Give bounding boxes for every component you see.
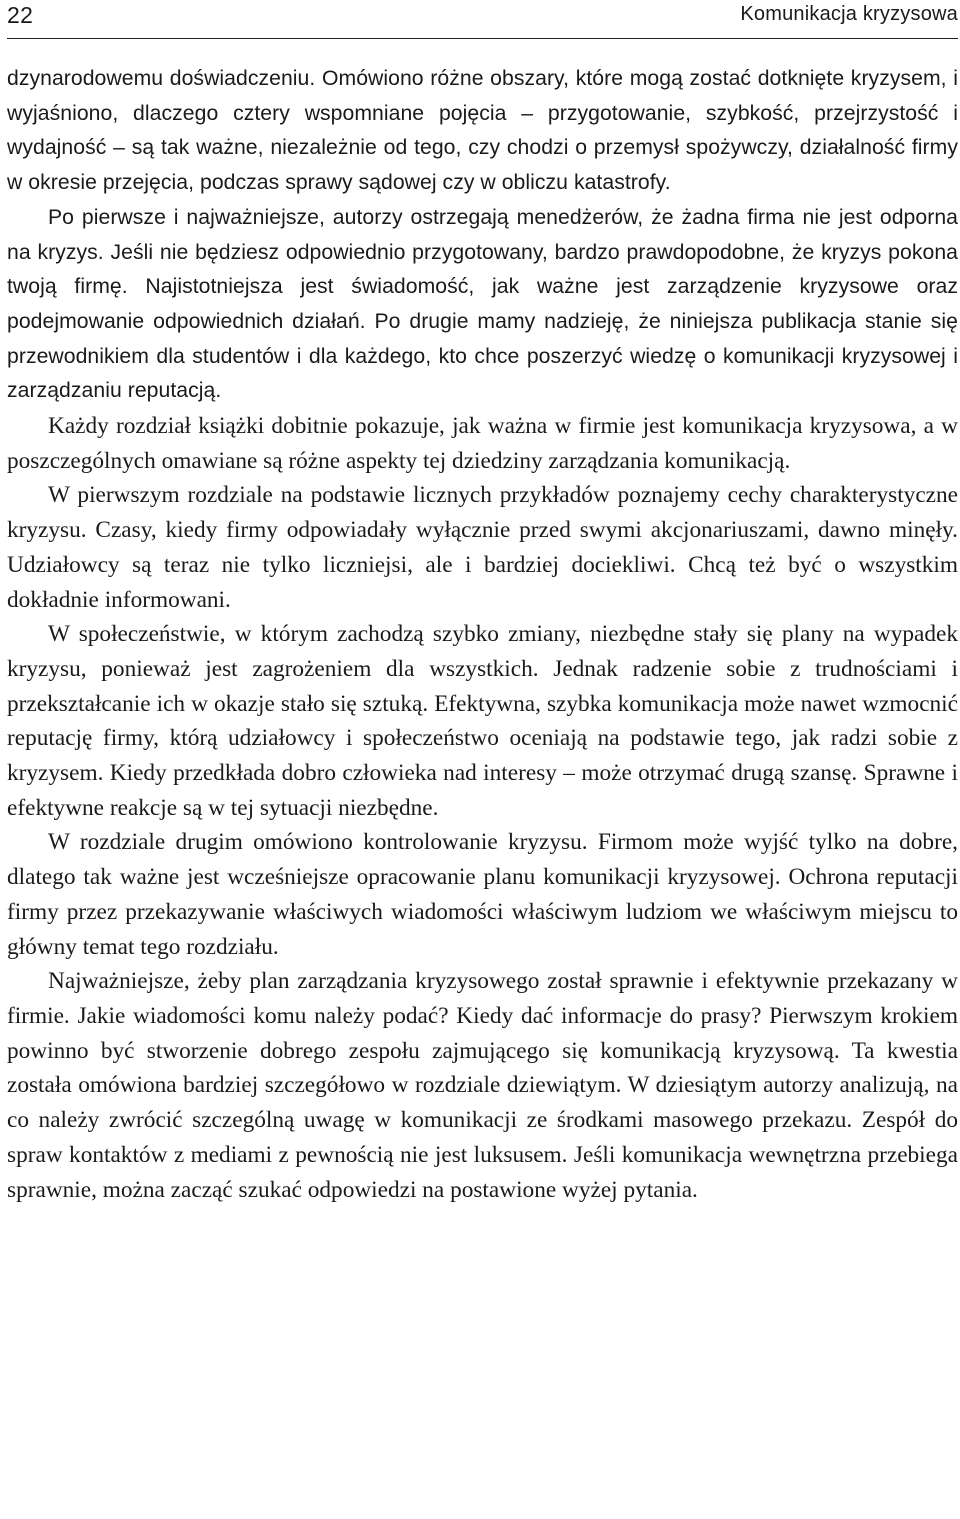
paragraph-3: Każdy rozdział książki dobitnie pokazuje, jak ważna w firmie jest komunikacja kryzysowa, a w poszczególnych omawiane są różne aspekty tej dziedziny zarządzania komunikacją. — [7, 413, 958, 474]
page-number: 22 — [7, 2, 34, 28]
paragraph-1: dzynarodowemu doświadczeniu. Omówiono różne obszary, które mogą zostać dotknięte kryzysem, i wyjaśniono, dlaczego cztery wspomniane pojęcia – przygotowanie, szybkość, przejrzystość i wydajność – są tak ważne, niezależnie od tego, czy chodzi o przemysł spożywczy, działalność firmy w okresie przejęcia, podczas sprawy sądowej czy w obliczu katastrofy. — [7, 67, 958, 195]
running-title: Komunikacja kryzysowa — [740, 3, 958, 25]
paragraph-5: W społeczeństwie, w którym zachodzą szybko zmiany, niezbędne stały się plany na wypadek kryzysu, ponieważ jest zagrożeniem dla wszystkich. Jednak radzenie sobie z trudnościami i przekształcanie ich w okazje stało się sztuką. Efektywna, szybka komunikacja może nawet wzmocnić reputację firmy, którą udziałowcy i społeczeństwo oceniają na podstawie tego, jak radzi sobie z kryzysem. Kiedy przedkłada dobro człowieka nad interesy – może otrzymać drugą szansę. Sprawne i efektywne reakcje są w tej sytuacji niezbędne. — [7, 621, 958, 821]
page-header — [7, 0, 958, 39]
paragraph-6: W rozdziale drugim omówiono kontrolowanie kryzysu. Firmom może wyjść tylko na dobre, dlatego tak ważne jest wcześniejsze opracowanie planu komunikacji kryzysowej. Ochrona reputacji firmy przez przekazywanie właściwych wiadomości właściwym ludziom we właściwym miejscu to główny temat tego rozdziału. — [7, 829, 958, 960]
paragraph-4: W pierwszym rozdziale na podstawie licznych przykładów poznajemy cechy charakterystyczne kryzysu. Czasy, kiedy firmy odpowiadały wyłącznie przed swymi akcjonariuszami, dawno minęły. Udziałowcy są teraz nie tylko liczniejsi, ale i bardziej dociekliwi. Chcą też być o wszystkim dokładnie informowani. — [7, 482, 958, 613]
body-text — [7, 62, 958, 1207]
paragraph-7: Najważniejsze, żeby plan zarządzania kryzysowego został sprawnie i efektywnie przekazany w firmie. Jakie wiadomości komu należy podać? Kiedy dać informacje do prasy? Pierwszym krokiem powinno być stworzenie dobrego zespołu zajmującego się komunikacją kryzysową. Ta kwestia została omówiona bardziej szczegółowo w rozdziale dziewiątym. W dziesiątym autorzy analizują, na co należy zwrócić szczególną uwagę w komunikacji ze środkami masowego przekazu. Zespół do spraw kontaktów z mediami z pewnością nie jest luksusem. Jeśli komunikacja wewnętrzna przebiega sprawnie, można zacząć szukać odpowiedzi na postawione wyżej pytania. — [7, 968, 958, 1203]
book-page — [7, 0, 958, 1519]
paragraph-2: Po pierwsze i najważniejsze, autorzy ostrzegają menedżerów, że żadna firma nie jest odporna na kryzys. Jeśli nie będziesz odpowiednio przygotowany, bardzo prawdopodobne, że kryzys pokona twoją firmę. Najistotniejsza jest świadomość, jak ważne jest zarządzenie kryzysowe oraz podejmowanie odpowiednich działań. Po drugie mamy nadzieję, że niniejsza publikacja stanie się przewodnikiem dla studentów i dla każdego, kto chce poszerzyć wiedzę o komunikacji kryzysowej i zarządzaniu reputacją. — [7, 205, 958, 403]
